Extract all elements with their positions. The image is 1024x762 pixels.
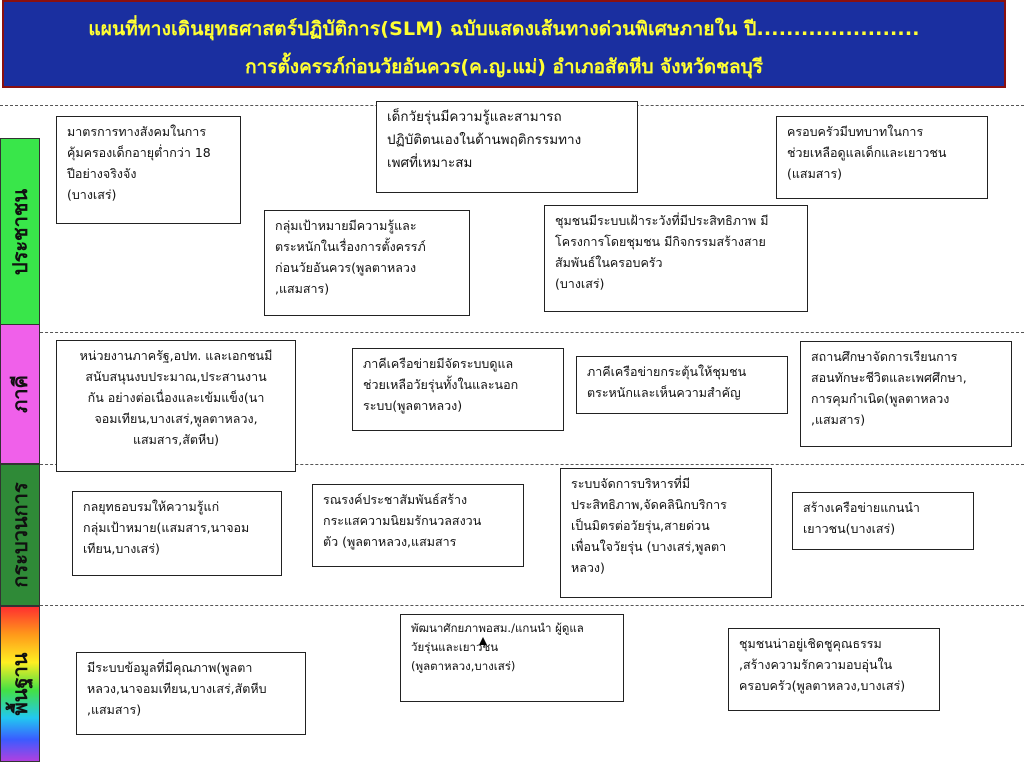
arrow-up-icon: [479, 637, 487, 645]
box-school-curriculum: สถานศึกษาจัดการเรียนการ สอนทักษะชีวิตและเพศศึกษา, การคุมกำเนิด(พูลตาหลวง ,แสมสาร): [800, 341, 1012, 447]
box-pr-campaign: รณรงค์ประชาสัมพันธ์สร้าง กระแสความนิยมรักนวลสงวน ตัว (พูลตาหลวง,แสมสาร: [312, 484, 524, 567]
box-family-role: ครอบครัวมีบทบาทในการ ช่วยเหลือดูแลเด็กและเยาวชน (แสมสาร): [776, 116, 988, 199]
box-capacity-building: พัฒนาศักยภาพอสม./แกนนำ ผู้ดูแล วัยรุ่นและเยาวชน (พูลตาหลวง,บางเสร่): [400, 614, 624, 702]
box-community-morality: ชุมชนน่าอยู่เชิดชูคุณธรรม ,สร้างความรักความอบอุ่นใน ครอบครัว(พูลตาหลวง,บางเสร่): [728, 628, 940, 711]
level-band-foundation: [0, 606, 40, 762]
box-network-care: ภาคีเครือข่ายมีจัดระบบดูแล ช่วยเหลือวัยรุ่นทั้งในและนอก ระบบ(พูลตาหลวง): [352, 348, 564, 431]
separator-process-foundation: [0, 605, 1024, 606]
title-line-1: แผนที่ทางเดินยุทธศาสตร์ปฏิบัติการ(SLM) ฉบับแสดงเส้นทางด่วนพิเศษภายใน ปี......................: [88, 18, 920, 40]
box-youth-network: สร้างเครือข่ายแกนนำ เยาวชน(บางเสร่): [792, 492, 974, 550]
level-label-foundation: พื้นฐาน: [8, 652, 32, 716]
level-label-people: ประชาชน: [8, 188, 32, 275]
box-quality-data: มีระบบข้อมูลที่มีคุณภาพ(พูลตา หลวง,นาจอมเทียน,บางเสร่,สัตหีบ ,แสมสาร): [76, 652, 306, 735]
level-label-process: กระบวนการ: [8, 482, 32, 588]
level-band-process: [0, 464, 40, 606]
title-banner: [2, 0, 1006, 88]
level-band-people: [0, 138, 40, 325]
box-network-stimulate: ภาคีเครือข่ายกระตุ้นให้ชุมชน ตระหนักและเห็นความสำคัญ: [576, 356, 788, 414]
level-band-partner: [0, 324, 40, 464]
box-target-awareness: กลุ่มเป้าหมายมีความรู้และ ตระหนักในเรื่องการตั้งครรภ์ ก่อนวัยอันควร(พูลตาหลวง ,แสมสาร): [264, 210, 470, 316]
box-teen-knowledge: เด็กวัยรุ่นมีความรู้และสามารถ ปฏิบัติตนเองในด้านพฤติกรรมทาง เพศที่เหมาะสม: [376, 101, 638, 193]
box-community-surveillance: ชุมชนมีระบบเฝ้าระวังที่มีประสิทธิภาพ มี โครงการโดยชุมชน มีกิจกรรมสร้างสาย สัมพันธ์ในครอบครัว (บางเสร่): [544, 205, 808, 312]
box-agencies-support: หน่วยงานภาครัฐ,อปท. และเอกชนมี สนับสนุนงบประมาณ,ประสานงาน กัน อย่างต่อเนื่องและเข้มแข็ง(นา จอมเทียน,บางเสร่,พูลตาหลวง, แสมสาร,สัตหีบ): [56, 340, 296, 472]
level-label-partner: ภาคี: [8, 375, 32, 413]
box-social-measures: มาตรการทางสังคมในการ คุ้มครองเด็กอายุต่ำกว่า 18 ปีอย่างจริงจัง (บางเสร่): [56, 116, 241, 224]
box-training-strategy: กลยุทธอบรมให้ความรู้แก่ กลุ่มเป้าหมาย(แสมสาร,นาจอม เทียน,บางเสร่): [72, 491, 282, 576]
box-clinic-management: ระบบจัดการบริหารที่มี ประสิทธิภาพ,จัดคลินิกบริการ เป็นมิตรต่อวัยรุ่น,สายด่วน เพื่อนใจวัยรุ่น (บางเสร่,พูลตา หลวง): [560, 468, 772, 598]
title-line-2: การตั้งครรภ์ก่อนวัยอันควร(ค.ญ.แม่) อำเภอสัตหีบ จังหวัดชลบุรี: [245, 56, 763, 78]
separator-people-partner: [0, 332, 1024, 333]
